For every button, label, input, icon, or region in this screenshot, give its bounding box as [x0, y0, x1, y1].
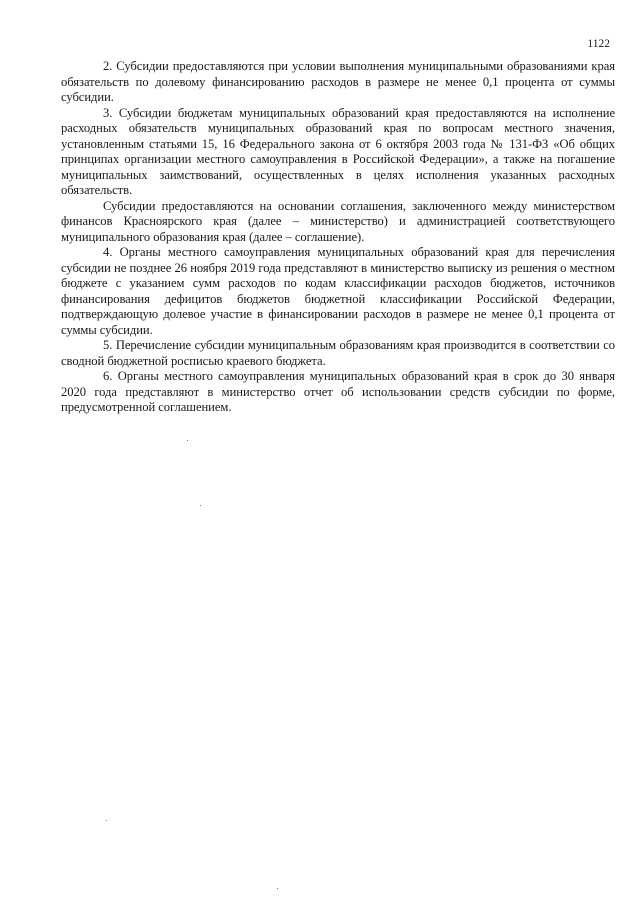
scan-speck	[277, 888, 278, 889]
paragraph-3-agreement: Субсидии предоставляются на основании соглашения, заключенного между министерством финансов Красноярского края (далее – министерство) и администрацией соответствующего муниципального образования края (далее – соглашение).	[61, 198, 615, 244]
document-body	[61, 59, 615, 416]
scan-speck	[187, 440, 188, 441]
paragraph-6: 6. Органы местного самоуправления муниципальных образований края в срок до 30 января 2020 года представляют в министерство отчет об использовании средств субсидии по форме, предусмотренной соглашением.	[61, 369, 615, 414]
paragraph-5: 5. Перечисление субсидии муниципальным образованиям края производится в соответствии со сводной бюджетной росписью краевого бюджета.	[61, 338, 615, 368]
page-number: 1122	[587, 38, 610, 50]
paragraph-4: 4. Органы местного самоуправления муниципальных образований края для перечисления субсидии не позднее 26 ноября 2019 года представляют в министерство выписку из решения о местном бюджете с указанием сумм расходов по кодам классификации расходов бюджетов, источников финансирования дефицитов бюджетов бюджетной классификации Российской Федерации, подтверждающую долевое участие в финансировании расходов в размере не менее 0,1 процента от суммы субсидии.	[61, 245, 615, 337]
scan-speck	[106, 820, 107, 821]
paragraph-2: 2. Субсидии предоставляются при условии выполнения муниципальными образованиями края обязательств по долевому финансированию расходов в размере не менее 0,1 процента от суммы субсидии.	[61, 59, 615, 104]
paragraph-3: 3. Субсидии бюджетам муниципальных образований края предоставляются на исполнение расходных обязательств муниципальных образований края по вопросам местного значения, установленным статьями 15, 16 Федерального закона от 6 октября 2003 года № 131-ФЗ «Об общих принципах организации местного самоуправления в Российской Федерации», а также на погашение муниципальных заимствований, осуществленных в целях исполнения указанных расходных обязательств.	[61, 105, 615, 197]
scan-speck	[200, 505, 201, 506]
